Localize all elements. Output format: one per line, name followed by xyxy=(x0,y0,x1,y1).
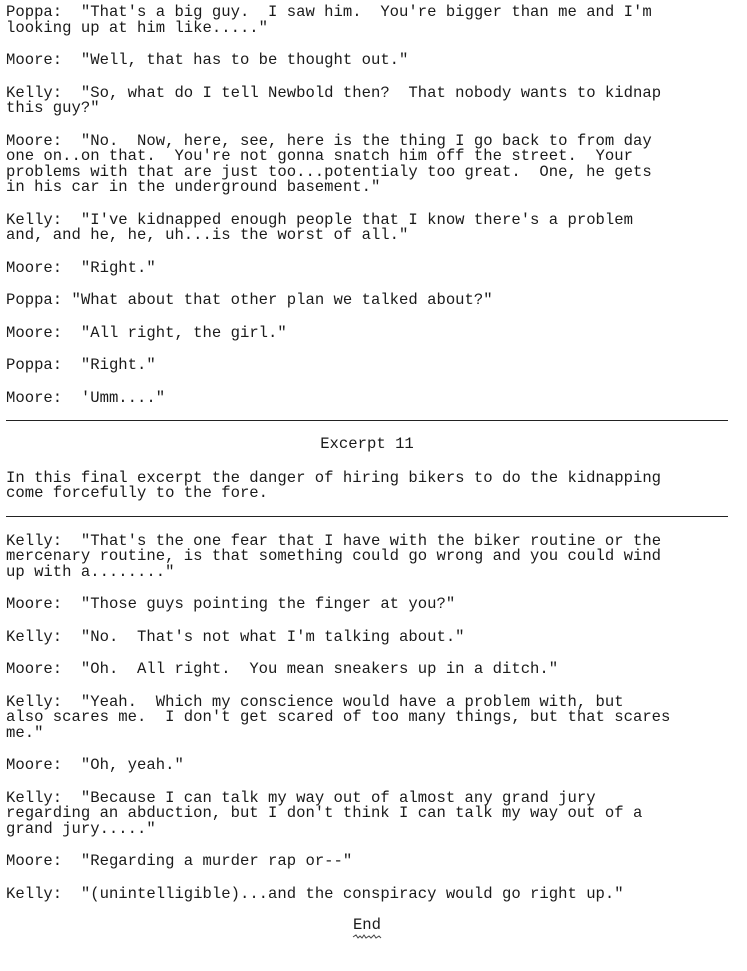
spoken-text: "So, what do I tell Newbold then? That nobody wants to kidnap this guy?" xyxy=(6,83,662,117)
dialogue-line xyxy=(6,627,728,646)
dialogue-line xyxy=(6,53,728,69)
spoken-text: "Those guys pointing the finger at you?" xyxy=(80,595,456,613)
speaker-name: Moore: xyxy=(6,258,63,277)
speaker-name: Poppa: xyxy=(6,3,63,21)
speaker-name: Moore: xyxy=(6,323,63,342)
dialogue-line xyxy=(6,131,728,196)
spoken-text: "That's a big guy. I saw him. You're bigger than me and I'm looking up at him like....." xyxy=(6,3,652,37)
section-divider xyxy=(6,420,728,421)
speaker-name: Poppa: xyxy=(6,291,63,309)
dialogue-line xyxy=(6,662,728,678)
dialogue-line xyxy=(6,884,728,903)
spoken-text: "No. Now, here, see, here is the thing I go back to from day one on..on that. You're not gonna snatch him off the street. Your problems with that are just too...potentialy too great. One, he gets in his car in the underground basement." xyxy=(6,131,652,196)
spoken-text: 'Umm...." xyxy=(80,388,166,407)
excerpt-intro: In this final excerpt the danger of hiring bikers to do the kidnapping come forcefully to the fore. xyxy=(6,468,662,502)
dialogue-line xyxy=(6,5,728,36)
speaker-name: Moore: xyxy=(6,852,63,870)
speaker-name: Kelly: xyxy=(6,627,63,646)
dialogue-line xyxy=(6,758,728,774)
spoken-text: "I've kidnapped enough people that I know there's a problem and, and he, he, uh...is the worst of all." xyxy=(6,210,633,244)
excerpt-heading: Excerpt 11 xyxy=(320,435,414,453)
dialogue-line xyxy=(6,258,728,277)
spoken-text: "Regarding a murder rap or--" xyxy=(80,852,353,870)
end-marker: End xyxy=(352,916,382,934)
spoken-text: "Because I can talk my way out of almost any grand jury regarding an abduction, but I don't think I can talk my way out of a grand jury....." xyxy=(6,788,643,838)
speaker-name: Moore: xyxy=(6,756,63,774)
spoken-text: "Well, that has to be thought out." xyxy=(80,51,409,69)
spoken-text: "(unintelligible)...and the conspiracy would go right up." xyxy=(80,884,624,903)
dialogue-section-1 xyxy=(6,5,728,406)
spoken-text: "Oh. All right. You mean sneakers up in a ditch." xyxy=(80,660,559,678)
handwritten-mark xyxy=(352,934,382,940)
speaker-name: Moore: xyxy=(6,131,63,150)
spoken-text: "Right." xyxy=(80,356,156,374)
speaker-name: Moore: xyxy=(6,388,63,407)
dialogue-section-2 xyxy=(6,531,728,903)
spoken-text: "Yeah. Which my conscience would have a problem with, but also scares me. I don't get scared of too many things, but that scares me." xyxy=(6,692,671,742)
speaker-name: Kelly: xyxy=(6,884,63,903)
dialogue-line xyxy=(6,692,728,742)
speaker-name: Kelly: xyxy=(6,788,63,807)
spoken-text: "All right, the girl." xyxy=(80,323,287,342)
dialogue-line xyxy=(6,293,728,309)
spoken-text: "No. That's not what I'm talking about." xyxy=(80,627,465,646)
spoken-text: "Oh, yeah." xyxy=(80,756,184,774)
speaker-name: Kelly: xyxy=(6,83,63,102)
dialogue-line xyxy=(6,854,728,870)
transcript-page xyxy=(6,5,728,940)
section-divider xyxy=(6,516,728,517)
dialogue-line xyxy=(6,597,728,613)
spoken-text: "That's the one fear that I have with the biker routine or the mercenary routine, is that something could go wrong and you could wind up with a........" xyxy=(6,531,662,581)
spoken-text: "What about that other plan we talked about?" xyxy=(71,291,493,309)
dialogue-line xyxy=(6,210,728,244)
dialogue-line xyxy=(6,531,728,581)
dialogue-line xyxy=(6,323,728,342)
dialogue-line xyxy=(6,83,728,117)
speaker-name: Poppa: xyxy=(6,356,63,374)
dialogue-line xyxy=(6,358,728,374)
dialogue-line xyxy=(6,788,728,838)
speaker-name: Kelly: xyxy=(6,210,63,229)
speaker-name: Moore: xyxy=(6,660,63,678)
speaker-name: Moore: xyxy=(6,595,63,613)
speaker-name: Kelly: xyxy=(6,692,63,711)
dialogue-line xyxy=(6,388,728,407)
spoken-text: "Right." xyxy=(80,258,156,277)
speaker-name: Moore: xyxy=(6,51,63,69)
speaker-name: Kelly: xyxy=(6,531,63,550)
